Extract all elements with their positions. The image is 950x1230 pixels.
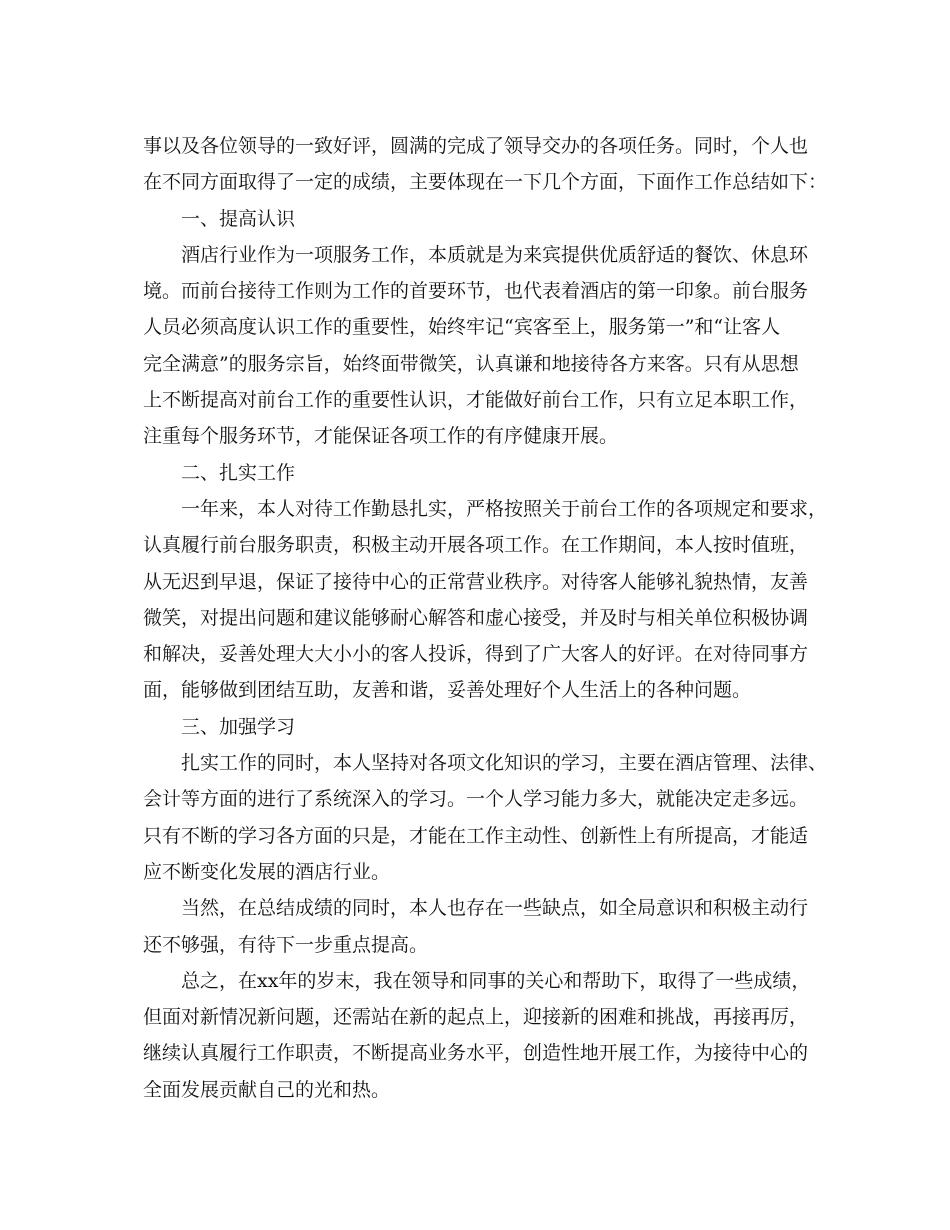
section-heading-3: 三、加强学习 xyxy=(181,715,296,738)
text-line: 全面发展贡献自己的光和热。 xyxy=(143,1078,391,1101)
text-line: 注重每个服务环节，才能保证各项工作的有序健康开展。 xyxy=(143,425,619,448)
text-line: 人员必须高度认识工作的重要性，始终牢记“宾客至上，服务第一”和“让客人 xyxy=(143,316,781,339)
text-line: 当然，在总结成绩的同时，本人也存在一些缺点，如全局意识和积极主动行 xyxy=(181,897,809,920)
text-line: 面，能够做到团结互助，友善和谐，妥善处理好个人生活上的各种问题。 xyxy=(143,679,752,702)
text-line: 只有不断的学习各方面的只是，才能在工作主动性、创新性上有所提高，才能适 xyxy=(143,824,809,847)
text-line: 从无迟到早退，保证了接待中心的正常营业秩序。对待客人能够礼貌热情，友善 xyxy=(143,570,809,593)
text-line: 微笑，对提出问题和建议能够耐心解答和虚心接受，并及时与相关单位积极协调 xyxy=(143,606,809,629)
section-heading-2: 二、扎实工作 xyxy=(181,461,296,484)
text-line: 一年来，本人对待工作勤恳扎实，严格按照关于前台工作的各项规定和要求， xyxy=(181,497,828,520)
text-line: 但面对新情况新问题，还需站在新的起点上，迎接新的困难和挑战，再接再厉， xyxy=(143,1006,809,1029)
text-line: 还不够强，有待下一步重点提高。 xyxy=(143,933,429,956)
text-line: 总之，在xx年的岁末，我在领导和同事的关心和帮助下，取得了一些成绩， xyxy=(181,969,811,992)
text-line: 继续认真履行工作职责，不断提高业务水平，创造性地开展工作，为接待中心的 xyxy=(143,1042,809,1065)
text-line: 会计等方面的进行了系统深入的学习。一个人学习能力多大，就能决定走多远。 xyxy=(143,788,809,811)
text-line: 认真履行前台服务职责，积极主动开展各项工作。在工作期间，本人按时值班， xyxy=(143,534,809,557)
text-line: 扎实工作的同时，本人坚持对各项文化知识的学习，主要在酒店管理、法律、 xyxy=(181,752,828,775)
text-line: 在不同方面取得了一定的成绩，主要体现在一下几个方面，下面作工作总结如下： xyxy=(143,171,828,194)
text-line: 上不断提高对前台工作的重要性认识，才能做好前台工作，只有立足本职工作， xyxy=(143,389,809,412)
section-heading-1: 一、提高认识 xyxy=(181,207,296,230)
document-body xyxy=(143,128,828,1108)
text-line: 应不断变化发展的酒店行业。 xyxy=(143,860,391,883)
text-line: 酒店行业作为一项服务工作，本质就是为来宾提供优质舒适的餐饮、休息环 xyxy=(181,243,809,266)
text-line: 事以及各位领导的一致好评，圆满的完成了领导交办的各项任务。同时，个人也 xyxy=(143,135,809,157)
text-line: 完全满意”的服务宗旨，始终面带微笑，认真谦和地接待各方来客。只有从思想 xyxy=(143,352,799,375)
text-line: 和解决，妥善处理大大小小的客人投诉，得到了广大客人的好评。在对待同事方 xyxy=(143,643,809,666)
text-line: 境。而前台接待工作则为工作的首要环节，也代表着酒店的第一印象。前台服务 xyxy=(143,280,809,303)
